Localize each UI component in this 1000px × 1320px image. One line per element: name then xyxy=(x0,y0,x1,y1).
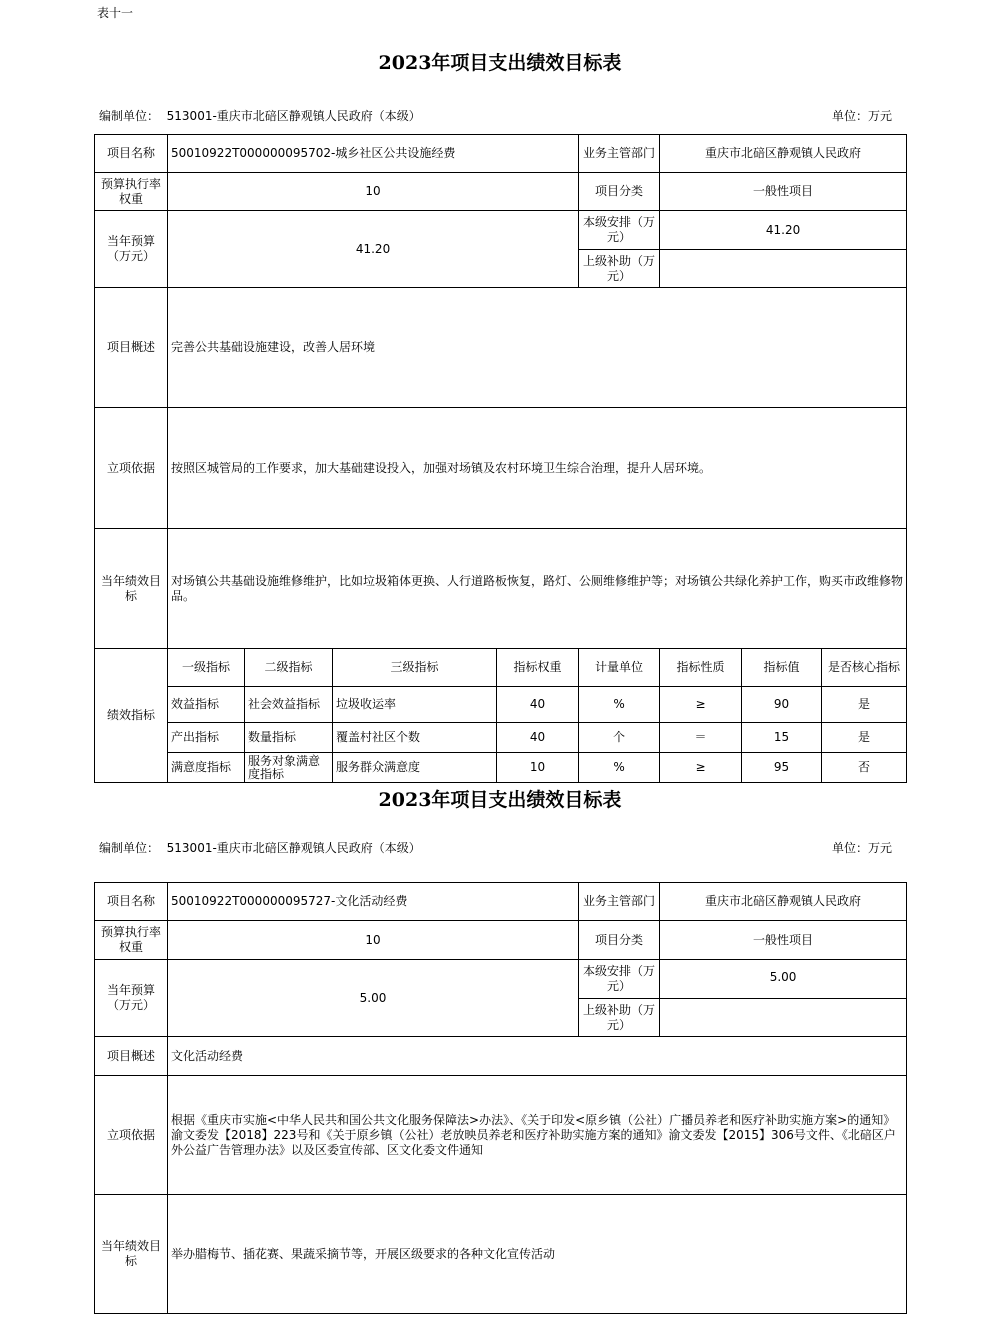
row1-unit: % xyxy=(579,687,660,723)
dept-label: 业务主管部门 xyxy=(579,883,660,921)
row2-level1: 产出指标 xyxy=(168,723,245,753)
dept-value: 重庆市北碚区静观镇人民政府 xyxy=(660,135,907,173)
dept-value: 重庆市北碚区静观镇人民政府 xyxy=(660,883,907,921)
row1-value: 90 xyxy=(742,687,822,723)
currency-unit-note: 单位：万元 xyxy=(832,841,893,855)
header-level3: 三级指标 xyxy=(333,649,497,687)
category-label: 项目分类 xyxy=(579,921,660,960)
compiling-unit-value: 513001-重庆市北碚区静观镇人民政府（本级） xyxy=(166,109,421,123)
row3-unit: % xyxy=(579,753,660,783)
local-allocation-value: 41.20 xyxy=(660,211,907,250)
row3-level2: 服务对象满意度指标 xyxy=(245,753,333,783)
row3-value: 95 xyxy=(742,753,822,783)
weight-label: 预算执行率权重 xyxy=(95,173,168,211)
indicators-label: 绩效指标 xyxy=(95,649,168,783)
row2-value: 15 xyxy=(742,723,822,753)
project-name-value: 50010922T000000095702-城乡社区公共设施经费 xyxy=(168,135,579,173)
overview-value: 完善公共基础设施建设，改善人居环境 xyxy=(168,288,907,408)
local-allocation-label: 本级安排（万元） xyxy=(579,211,660,250)
form-title: 2023年项目支出绩效目标表 xyxy=(378,789,622,811)
row1-level1: 效益指标 xyxy=(168,687,245,723)
basis-value: 根据《重庆市实施<中华人民共和国公共文化服务保障法>办法》、《关于印发<原乡镇（公社）广播员养老和医疗补助实施方案>的通知》渝文委发【2018】223号和《关于原乡镇（公社）老放映员养老和医疗补助实施方案的通知》渝文委发【2015】306号文件、《北碚区户外公益广告管理办法》以及区委宣传部、区文化委文件通知 xyxy=(168,1076,907,1195)
row2-level2: 数量指标 xyxy=(245,723,333,753)
weight-value: 10 xyxy=(168,921,579,960)
header-core: 是否核心指标 xyxy=(822,649,907,687)
currency-unit-note: 单位：万元 xyxy=(832,109,893,123)
row1-core: 是 xyxy=(822,687,907,723)
row2-level3: 覆盖村社区个数 xyxy=(333,723,497,753)
table-row xyxy=(95,723,907,753)
table-row xyxy=(95,687,907,723)
form-title: 2023年项目支出绩效目标表 xyxy=(378,52,622,74)
upper-subsidy-value xyxy=(660,999,907,1037)
category-value: 一般性项目 xyxy=(660,173,907,211)
compiling-unit-label: 编制单位： xyxy=(99,841,160,855)
row3-core: 否 xyxy=(822,753,907,783)
annual-goal-label: 当年绩效目标 xyxy=(95,529,168,649)
row2-weight: 40 xyxy=(497,723,579,753)
overview-label: 项目概述 xyxy=(95,288,168,408)
row2-unit: 个 xyxy=(579,723,660,753)
row1-nature: ≥ xyxy=(660,687,742,723)
compiling-unit-label: 编制单位： xyxy=(99,109,160,123)
upper-subsidy-value xyxy=(660,250,907,288)
row1-weight: 40 xyxy=(497,687,579,723)
row2-core: 是 xyxy=(822,723,907,753)
budget-value: 5.00 xyxy=(168,960,579,1037)
header-value: 指标值 xyxy=(742,649,822,687)
header-weight: 指标权重 xyxy=(497,649,579,687)
budget-value: 41.20 xyxy=(168,211,579,288)
compiling-unit-value: 513001-重庆市北碚区静观镇人民政府（本级） xyxy=(166,841,421,855)
performance-table xyxy=(94,882,907,1314)
header-unit: 计量单位 xyxy=(579,649,660,687)
annual-goal-value: 对场镇公共基础设施维修维护，比如垃圾箱体更换、人行道路板恢复，路灯、公厕维修维护等；对场镇公共绿化养护工作，购买市政维修物品。 xyxy=(168,529,907,649)
compiling-unit xyxy=(99,839,421,856)
header-nature: 指标性质 xyxy=(660,649,742,687)
dept-label: 业务主管部门 xyxy=(579,135,660,173)
local-allocation-value: 5.00 xyxy=(660,960,907,999)
row1-level3: 垃圾收运率 xyxy=(333,687,497,723)
row3-level3: 服务群众满意度 xyxy=(333,753,497,783)
project-name-label: 项目名称 xyxy=(95,883,168,921)
upper-subsidy-label: 上级补助（万元） xyxy=(579,999,660,1037)
basis-label: 立项依据 xyxy=(95,1076,168,1195)
local-allocation-label: 本级安排（万元） xyxy=(579,960,660,999)
row2-nature: ＝ xyxy=(660,723,742,753)
annual-goal-label: 当年绩效目标 xyxy=(95,1195,168,1314)
overview-label: 项目概述 xyxy=(95,1037,168,1076)
row3-weight: 10 xyxy=(497,753,579,783)
table-row xyxy=(95,753,907,783)
overview-value: 文化活动经费 xyxy=(168,1037,907,1076)
weight-label: 预算执行率权重 xyxy=(95,921,168,960)
row3-nature: ≥ xyxy=(660,753,742,783)
header-level1: 一级指标 xyxy=(168,649,245,687)
basis-label: 立项依据 xyxy=(95,408,168,529)
category-value: 一般性项目 xyxy=(660,921,907,960)
performance-table xyxy=(94,134,907,783)
compiling-unit xyxy=(99,107,421,124)
row1-level2: 社会效益指标 xyxy=(245,687,333,723)
basis-value: 按照区城管局的工作要求，加大基础建设投入，加强对场镇及农村环境卫生综合治理，提升人居环境。 xyxy=(168,408,907,529)
row3-level1: 满意度指标 xyxy=(168,753,245,783)
budget-label: 当年预算（万元） xyxy=(95,211,168,288)
weight-value: 10 xyxy=(168,173,579,211)
project-name-label: 项目名称 xyxy=(95,135,168,173)
annual-goal-value: 举办腊梅节、插花赛、果蔬采摘节等，开展区级要求的各种文化宣传活动 xyxy=(168,1195,907,1314)
category-label: 项目分类 xyxy=(579,173,660,211)
budget-label: 当年预算（万元） xyxy=(95,960,168,1037)
upper-subsidy-label: 上级补助（万元） xyxy=(579,250,660,288)
project-name-value: 50010922T000000095727-文化活动经费 xyxy=(168,883,579,921)
header-level2: 二级指标 xyxy=(245,649,333,687)
table-number-label: 表十一 xyxy=(97,6,134,20)
